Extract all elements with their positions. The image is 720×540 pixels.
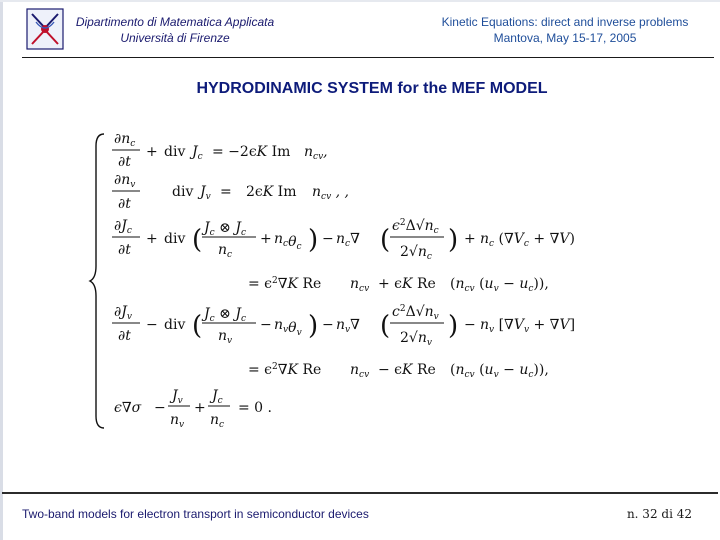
svg-text:(: ( <box>380 225 391 255</box>
university-logo-icon <box>26 8 64 50</box>
svg-text:): ) <box>448 311 459 341</box>
svg-text:+: + <box>146 231 158 247</box>
svg-text:Jc ⊗ Jc: $J_c$ ⊗ $J_c$ <box>204 220 246 238</box>
svg-text:ncv,: $n_{cv}$, <box>304 144 328 162</box>
svg-text:− ϵK Re: − ϵK Re <box>378 362 436 378</box>
svg-text:∂t: ∂t <box>118 196 131 212</box>
svg-text:∂nc: $\partial n_c$ <box>114 131 136 149</box>
svg-text:nvθv: $n_v\theta_v$ <box>274 317 302 338</box>
svg-text:= ϵ2∇K Re: = $\epsilon^2\nabla K$ Re <box>248 276 322 292</box>
svg-text:nc: $n_c$ <box>210 412 225 430</box>
svg-text:ncv: $n_{cv}$ <box>350 276 370 294</box>
svg-text:−: − <box>154 400 166 416</box>
slide-title: HYDRODINAMIC SYSTEM for the MEF MODEL <box>196 80 548 97</box>
svg-text:div: div <box>172 184 194 200</box>
svg-text:+: + <box>194 400 206 416</box>
svg-text:= 0 .: = 0 . <box>238 400 272 416</box>
svg-text:nv∇: $n_v\nabla$ <box>336 317 360 335</box>
svg-text:): ) <box>308 311 319 341</box>
svg-text:): ) <box>448 225 459 255</box>
svg-text:nv: $n_v$ <box>170 412 185 430</box>
svg-text:∂t: ∂t <box>118 154 131 170</box>
svg-text:−: − <box>464 317 476 333</box>
svg-text:= −2ϵK Im: = −2ϵK Im <box>212 144 291 160</box>
department-name: Dipartimento di Matematica Applicata <box>75 15 275 29</box>
conference-place-date: Mantova, May 15-17, 2005 <box>493 31 637 45</box>
header-divider <box>22 57 714 58</box>
svg-text:−: − <box>260 317 272 333</box>
svg-text:): ) <box>308 225 319 255</box>
svg-text:2ϵK Im: 2ϵK Im <box>246 184 297 200</box>
conference-title: Kinetic Equations: direct and inverse problems <box>441 15 689 29</box>
svg-text:−: − <box>322 231 334 247</box>
svg-text:∂nv: $\partial n_v$ <box>114 172 136 190</box>
svg-text:nc: $n_c$ <box>218 242 233 260</box>
svg-text:∂t: ∂t <box>118 328 131 344</box>
svg-text:ϵ2Δ√nc: $\epsilon^2\Delta√n_c$ <box>392 218 439 236</box>
svg-text:nc∇: $n_c\nabla$ <box>336 231 360 249</box>
svg-text:2√nc: $2√n_c$ <box>400 244 432 262</box>
svg-text:+: + <box>146 144 158 160</box>
department-header <box>60 14 290 46</box>
svg-text:c2Δ√nv: $c^2\Delta√n_v$ <box>392 304 439 322</box>
footer-divider <box>2 492 718 494</box>
svg-text:ϵ∇σ: ϵ∇σ <box>114 400 142 416</box>
svg-text:(: ( <box>192 225 203 255</box>
equation-system-image <box>88 126 628 431</box>
svg-text:ncv: $n_{cv}$ <box>350 362 370 380</box>
svg-text:(ncv (uv − uc)),: ($n_{cv}$ $(u_v - u_c)$), <box>450 362 549 380</box>
svg-text:+: + <box>260 231 272 247</box>
svg-text:−: − <box>146 317 158 333</box>
svg-text:nv [∇Vv + ∇V]: $n_v$ $[\nabla V_v + \nabla V]$ <box>480 317 576 335</box>
footer-talk-title: Two-band models for electron transport in semiconductor devices <box>22 507 369 521</box>
svg-text:(: ( <box>192 311 203 341</box>
svg-text:ncθc: $n_c\theta_c$ <box>274 231 302 252</box>
svg-text:2√nv: $2√n_v$ <box>400 330 432 348</box>
svg-text:Jv: $J_v$ <box>172 388 183 406</box>
svg-text:Jc: $J_c$ <box>212 388 223 406</box>
svg-text:+ ϵK Re: + ϵK Re <box>378 276 436 292</box>
svg-text:Jc ⊗ Jc: $J_c$ ⊗ $J_c$ <box>204 306 246 324</box>
svg-text:nc (∇Vc + ∇V): $n_c$ $(\nabla V_c + \nabla V)$ <box>480 231 575 249</box>
svg-text:+: + <box>464 231 476 247</box>
svg-text:Jv: $J_v$ <box>200 184 211 202</box>
university-name: Università di Firenze <box>120 31 230 45</box>
top-frame-border <box>0 0 720 2</box>
svg-text:nv: $n_v$ <box>218 328 233 346</box>
svg-text:∂Jv: $\partial J_v$ <box>114 304 132 322</box>
page-number: n. 32 di 42 <box>626 507 692 521</box>
svg-text:(ncv (uv − uc)),: ($n_{cv}$ $(u_v - u_c)$), <box>450 276 549 294</box>
svg-text:div: div <box>164 317 186 333</box>
svg-text:−: − <box>322 317 334 333</box>
svg-text:=: = <box>220 184 232 200</box>
svg-text:div: div <box>164 144 186 160</box>
svg-text:(: ( <box>380 311 391 341</box>
conference-header <box>420 14 710 46</box>
svg-text:ncv , ,: $n_{cv}$ , , <box>312 184 349 202</box>
svg-text:∂Jc: $\partial J_c$ <box>114 218 132 236</box>
svg-text:Jc: $J_c$ <box>192 144 203 162</box>
svg-text:∂t: ∂t <box>118 242 131 258</box>
svg-text:div: div <box>164 231 186 247</box>
svg-text:= ϵ2∇K Re: = $\epsilon^2\nabla K$ Re <box>248 362 322 378</box>
